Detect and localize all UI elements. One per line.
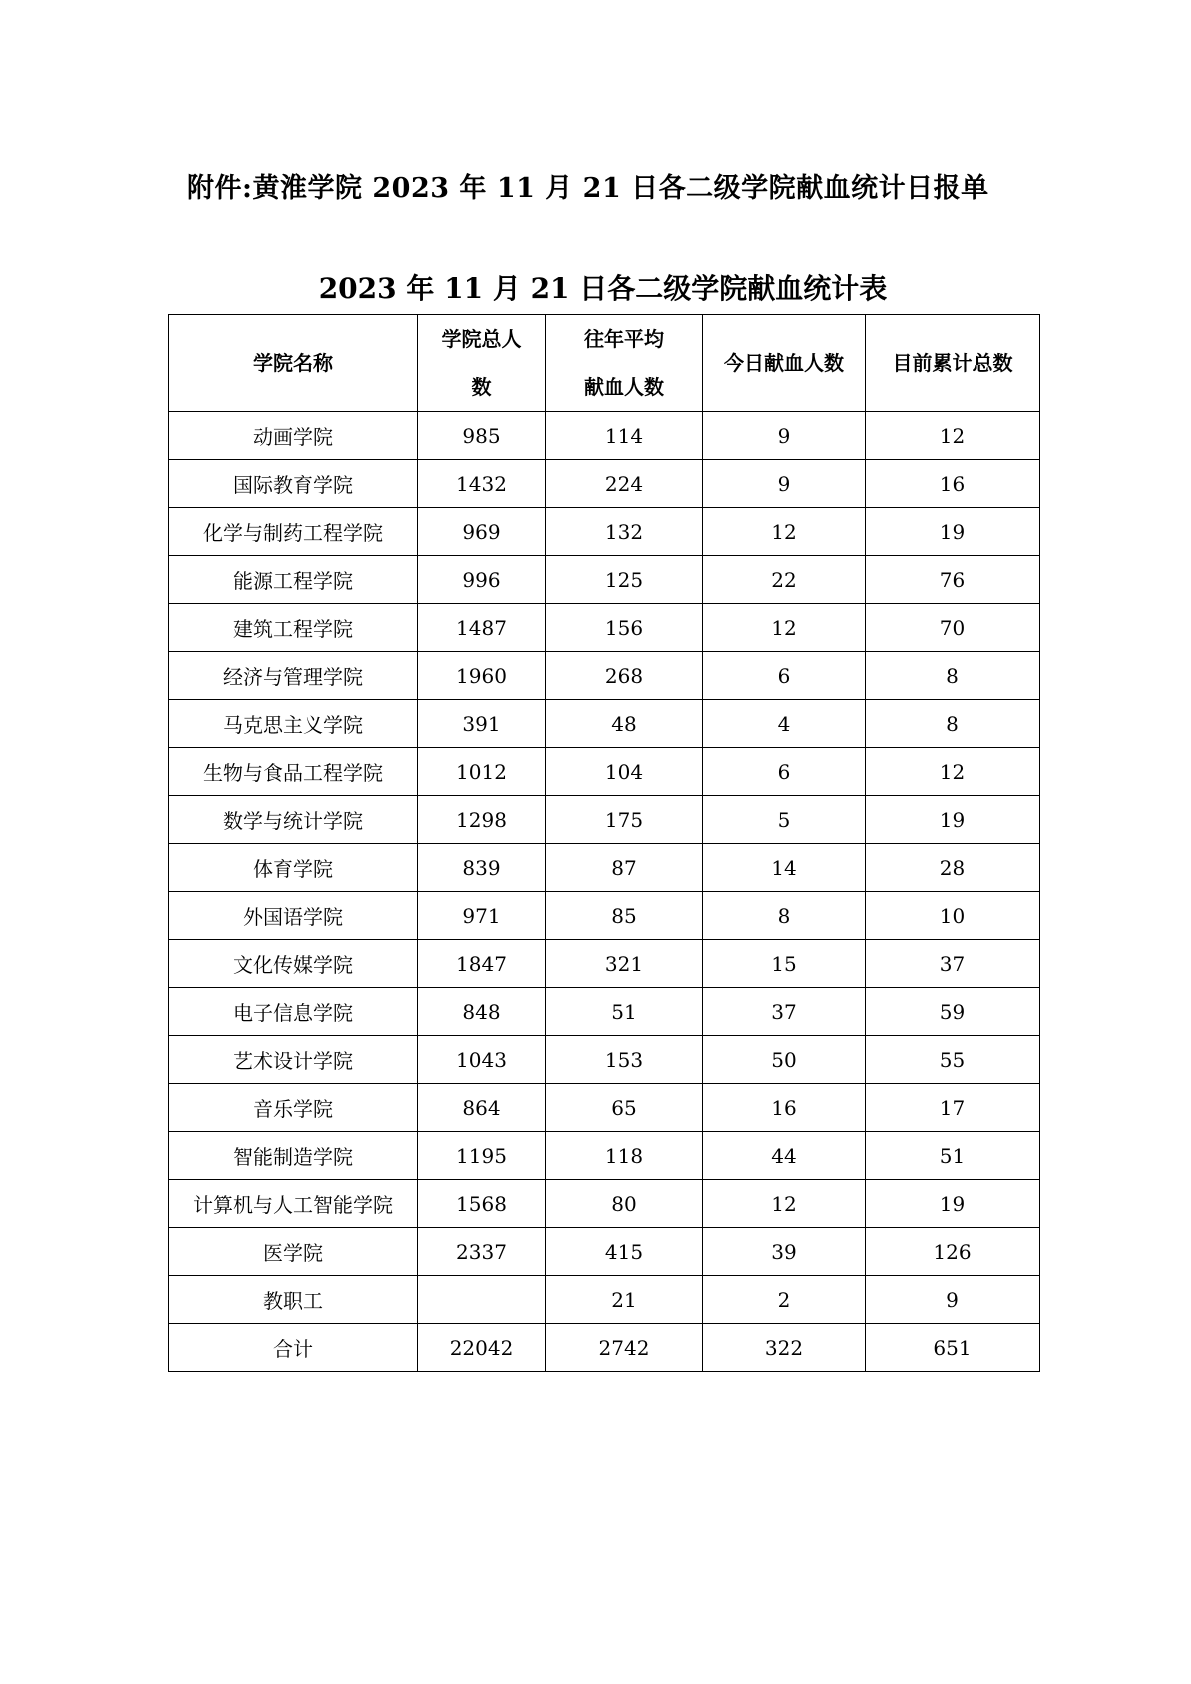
cell-average-donors: 125: [546, 556, 703, 604]
cell-today-donors: 12: [703, 604, 866, 652]
cell-cumulative-total: 28: [866, 844, 1040, 892]
table-row: [169, 1324, 1040, 1372]
cell-today-donors: 15: [703, 940, 866, 988]
cell-cumulative-total: 126: [866, 1228, 1040, 1276]
cell-college-name: 电子信息学院: [169, 988, 418, 1036]
cell-average-donors: 224: [546, 460, 703, 508]
cell-average-donors: 51: [546, 988, 703, 1036]
cell-today-donors: 322: [703, 1324, 866, 1372]
cell-cumulative-total: 17: [866, 1084, 1040, 1132]
cell-cumulative-total: 19: [866, 796, 1040, 844]
cell-college-name: 化学与制药工程学院: [169, 508, 418, 556]
table-row: [169, 460, 1040, 508]
table-row: [169, 940, 1040, 988]
cell-today-donors: 9: [703, 412, 866, 460]
cell-today-donors: 44: [703, 1132, 866, 1180]
cell-cumulative-total: 12: [866, 412, 1040, 460]
cell-today-donors: 9: [703, 460, 866, 508]
cell-cumulative-total: 19: [866, 508, 1040, 556]
cell-total-students: 848: [418, 988, 546, 1036]
header-row: [169, 315, 1040, 412]
cell-total-students: 996: [418, 556, 546, 604]
table-body: [169, 412, 1040, 1372]
header-total-students: [418, 315, 546, 412]
cell-cumulative-total: 651: [866, 1324, 1040, 1372]
cell-cumulative-total: 16: [866, 460, 1040, 508]
cell-average-donors: 48: [546, 700, 703, 748]
cell-average-donors: 21: [546, 1276, 703, 1324]
cell-total-students: 1298: [418, 796, 546, 844]
cell-average-donors: 65: [546, 1084, 703, 1132]
table-row: [169, 988, 1040, 1036]
cell-cumulative-total: 37: [866, 940, 1040, 988]
cell-college-name: 数学与统计学院: [169, 796, 418, 844]
cell-total-students: 1195: [418, 1132, 546, 1180]
cell-college-name: 文化传媒学院: [169, 940, 418, 988]
table-row: [169, 1276, 1040, 1324]
table-row: [169, 796, 1040, 844]
cell-today-donors: 22: [703, 556, 866, 604]
cell-total-students: 2337: [418, 1228, 546, 1276]
header-avg-line2: 献血人数: [584, 375, 664, 399]
cell-total-students: 1487: [418, 604, 546, 652]
cell-today-donors: 12: [703, 508, 866, 556]
header-average-donors: [546, 315, 703, 412]
cell-today-donors: 4: [703, 700, 866, 748]
table-row: [169, 892, 1040, 940]
cell-college-name: 动画学院: [169, 412, 418, 460]
cell-total-students: 839: [418, 844, 546, 892]
cell-cumulative-total: 70: [866, 604, 1040, 652]
table-row: [169, 412, 1040, 460]
header-total-line1: 学院总人: [441, 327, 522, 351]
cell-today-donors: 16: [703, 1084, 866, 1132]
cell-college-name: 马克思主义学院: [169, 700, 418, 748]
table-row: [169, 1228, 1040, 1276]
header-college-name: 学院名称: [169, 315, 418, 412]
table-row: [169, 700, 1040, 748]
cell-college-name: 计算机与人工智能学院: [169, 1180, 418, 1228]
cell-today-donors: 37: [703, 988, 866, 1036]
table-row: [169, 556, 1040, 604]
cell-college-name: 能源工程学院: [169, 556, 418, 604]
cell-cumulative-total: 9: [866, 1276, 1040, 1324]
cell-average-donors: 114: [546, 412, 703, 460]
cell-cumulative-total: 59: [866, 988, 1040, 1036]
cell-average-donors: 321: [546, 940, 703, 988]
cell-today-donors: 39: [703, 1228, 866, 1276]
cell-average-donors: 175: [546, 796, 703, 844]
cell-today-donors: 50: [703, 1036, 866, 1084]
cell-average-donors: 80: [546, 1180, 703, 1228]
table-row: [169, 1036, 1040, 1084]
table-row: [169, 604, 1040, 652]
table-row: [169, 1180, 1040, 1228]
cell-total-students: 971: [418, 892, 546, 940]
cell-today-donors: 2: [703, 1276, 866, 1324]
cell-total-students: 1043: [418, 1036, 546, 1084]
cell-college-name: 体育学院: [169, 844, 418, 892]
cell-total-students: 1568: [418, 1180, 546, 1228]
cell-cumulative-total: 8: [866, 652, 1040, 700]
cell-college-name: 智能制造学院: [169, 1132, 418, 1180]
cell-average-donors: 85: [546, 892, 703, 940]
blood-donation-table: [168, 314, 1040, 1372]
cell-total-students: 1960: [418, 652, 546, 700]
table-header: [169, 315, 1040, 412]
cell-cumulative-total: 12: [866, 748, 1040, 796]
cell-total-students: 864: [418, 1084, 546, 1132]
table-row: [169, 508, 1040, 556]
cell-total-students: 1847: [418, 940, 546, 988]
cell-today-donors: 8: [703, 892, 866, 940]
cell-average-donors: 118: [546, 1132, 703, 1180]
header-avg-line1: 往年平均: [584, 327, 664, 351]
header-cumulative-total: 目前累计总数: [866, 315, 1040, 412]
cell-today-donors: 6: [703, 652, 866, 700]
cell-college-name: 教职工: [169, 1276, 418, 1324]
cell-average-donors: 87: [546, 844, 703, 892]
cell-cumulative-total: 8: [866, 700, 1040, 748]
cell-cumulative-total: 76: [866, 556, 1040, 604]
cell-total-students: 1012: [418, 748, 546, 796]
cell-today-donors: 5: [703, 796, 866, 844]
cell-today-donors: 14: [703, 844, 866, 892]
cell-total-students: 391: [418, 700, 546, 748]
cell-college-name: 医学院: [169, 1228, 418, 1276]
cell-total-students: 985: [418, 412, 546, 460]
cell-college-name: 经济与管理学院: [169, 652, 418, 700]
cell-today-donors: 6: [703, 748, 866, 796]
header-total-line2: 数: [471, 375, 492, 399]
cell-total-students: [418, 1276, 546, 1324]
cell-cumulative-total: 19: [866, 1180, 1040, 1228]
cell-college-name: 音乐学院: [169, 1084, 418, 1132]
cell-college-name: 艺术设计学院: [169, 1036, 418, 1084]
cell-college-name: 建筑工程学院: [169, 604, 418, 652]
cell-total-students: 1432: [418, 460, 546, 508]
cell-average-donors: 104: [546, 748, 703, 796]
cell-cumulative-total: 55: [866, 1036, 1040, 1084]
table-row: [169, 748, 1040, 796]
table-row: [169, 1084, 1040, 1132]
table-row: [169, 1132, 1040, 1180]
cell-college-name: 外国语学院: [169, 892, 418, 940]
cell-college-name: 生物与食品工程学院: [169, 748, 418, 796]
cell-total-students: 22042: [418, 1324, 546, 1372]
document-heading: 附件:黄淮学院 2023 年 11 月 21 日各二级学院献血统计日报单: [187, 173, 989, 204]
cell-college-name: 合计: [169, 1324, 418, 1372]
cell-total-students: 969: [418, 508, 546, 556]
cell-average-donors: 156: [546, 604, 703, 652]
table-row: [169, 844, 1040, 892]
cell-average-donors: 132: [546, 508, 703, 556]
cell-average-donors: 153: [546, 1036, 703, 1084]
cell-average-donors: 2742: [546, 1324, 703, 1372]
cell-cumulative-total: 10: [866, 892, 1040, 940]
cell-college-name: 国际教育学院: [169, 460, 418, 508]
cell-today-donors: 12: [703, 1180, 866, 1228]
table-row: [169, 652, 1040, 700]
cell-average-donors: 268: [546, 652, 703, 700]
cell-average-donors: 415: [546, 1228, 703, 1276]
table-title: 2023 年 11 月 21 日各二级学院献血统计表: [318, 272, 888, 305]
header-today-donors: 今日献血人数: [703, 315, 866, 412]
cell-cumulative-total: 51: [866, 1132, 1040, 1180]
